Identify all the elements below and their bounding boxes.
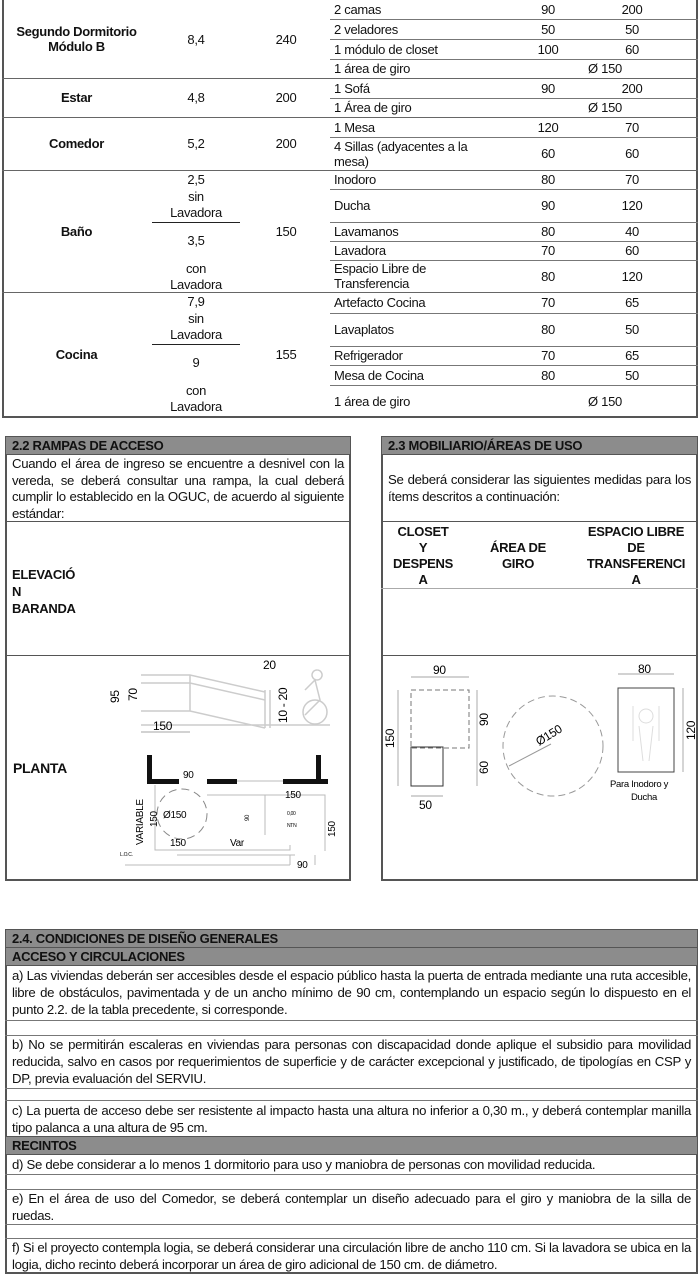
condition-d: d) Se debe considerar a lo menos 1 dormitorio para uso y maniobra de personas con movilidad reducida. [12,1157,596,1172]
dim-70: 70 [126,688,140,701]
item-dim-a: 60 [541,146,555,161]
item-dim-b: 60 [625,146,639,161]
item-dim-b: 60 [625,243,639,258]
condition-a: a) Las viviendas deberán ser accesibles desde el espacio público hasta la puerta de entrada mediante una ruta accesible, libre de obstáculos, pavimentada y de un ancho mínimo de 90 cm, contemplando un espacio según lo dispuesto en el punto 2.2. de la tabla precedente, si corresponde. [12,968,691,1017]
item-name: 1 módulo de closet [334,41,438,57]
svg-text:VARIABLE: VARIABLE [135,799,146,845]
svg-text:150: 150 [170,838,186,849]
svg-text:Ducha: Ducha [631,792,657,803]
condition-e: e) En el área de uso del Comedor, se deberá contemplar un diseño adecuado para el giro y maniobra de la silla de ruedas. [12,1191,691,1223]
svg-text:150: 150 [149,811,160,827]
dim-150: 150 [153,719,173,733]
ramp-plan-drawing [115,755,345,870]
item-dim-b: 65 [625,295,639,310]
svg-text:90: 90 [245,814,251,821]
svg-text:90: 90 [477,713,491,726]
item-dim-a: 70 [541,348,555,363]
item-name: Artefacto Cocina [334,295,426,310]
condition-b: b) No se permitirán escaleras en viviendas para personas con discapacidad donde aplique el subsidio para movilidad reducida, salvo en casos por requerimientos de superficie y de carácter excepcional y justificado, de tipologías en CSP y DP, previa evaluación del SERVIU. [12,1037,691,1086]
col-area-giro: ÁREA DE GIRO [490,540,546,571]
item-dim-a: 50 [541,21,555,37]
dim-10-20: 10 - 20 [276,687,290,723]
item-dim-a: 90 [541,2,555,17]
svg-text:Ø150: Ø150 [163,810,187,821]
item-name: 1 área de giro [334,393,411,409]
item-diameter: Ø 150 [588,61,622,76]
condition-f: f) Si el proyecto contempla logia, se deberá considerar una circulación libre de ancho 110 cm. Si la lavadora se ubica en la logia, dicho recinto deberá incorporar un área de giro adicional de 150 cm. de diámetro. [12,1240,691,1272]
svg-text:90: 90 [433,663,446,677]
ramp-elevation-drawing [105,655,345,740]
item-name: Lavadora [334,243,386,258]
item-name: Ducha [334,198,371,213]
svg-text:NTN: NTN [287,823,297,829]
room-area: 4,8 [187,90,205,105]
svg-text:150: 150 [383,728,397,748]
room-area-sin: 2,5 sin Lavadora [170,172,222,220]
condition-c: c) La puerta de acceso debe ser resistente al impacto hasta una altura no inferior a 0,30 m., y deberá contemplar manilla tipo palanca a una altura de 95 cm. [12,1103,691,1135]
room-width: 200 [275,136,297,151]
room-width: 240 [275,31,297,47]
room-area-sin: 7,9 sin Lavadora [170,294,222,342]
item-name: Inodoro [334,172,376,187]
item-dim-b: 40 [625,224,639,239]
item-name: Lavaplatos [334,322,394,337]
item-name: Espacio Libre de Transferencia [334,261,427,291]
conditions-title: 2.4. CONDICIONES DE DISEÑO GENERALES [5,929,698,948]
item-dim-a: 90 [541,198,555,213]
furniture-title: 2.3 MOBILIARIO/ÁREAS DE USO [381,436,698,455]
item-dim-b: 50 [625,367,639,383]
access-subtitle: ACCESO Y CIRCULACIONES [5,947,698,966]
svg-text:Para Inodoro y: Para Inodoro y [610,779,669,790]
item-dim-b: 200 [621,80,643,96]
item-dim-a: 120 [537,119,559,135]
col-closet: CLOSET Y DESPENS A [392,524,454,587]
item-name: 1 área de giro [334,61,411,76]
item-dim-b: 70 [625,119,639,135]
elevation-label: ELEVACIÓ N BARANDA [12,567,76,616]
item-dim-a: 100 [537,41,559,57]
item-dim-a: 70 [541,243,555,258]
svg-text:90: 90 [183,770,194,781]
room-area-con: 3,5 [187,233,205,248]
room-width: 150 [275,223,297,239]
col-espacio-libre: ESPACIO LIBRE DE TRANSFERENCI A [586,524,686,587]
item-dim-b: 70 [625,172,639,187]
room-area: 8,4 [187,31,205,47]
item-dim-b: 65 [625,348,639,363]
item-dim-b: 50 [625,21,639,37]
item-diameter: Ø 150 [588,100,622,115]
planta-label: PLANTA [13,760,67,776]
item-dim-a: 80 [541,224,555,239]
item-dim-b: 60 [625,41,639,57]
svg-text:90: 90 [297,860,308,870]
ramps-text: Cuando el área de ingreso se encuentre a desnivel con la vereda, se deberá consultar una rampa, la cual deberá cumplir lo establecido en la OGUC, de acuerdo al siguiente estándar: [12,456,344,521]
room-width: 200 [275,90,297,105]
item-dim-b: 200 [621,2,643,17]
item-name: Mesa de Cocina [334,367,424,383]
room-name: Baño [60,223,93,239]
room-width: 155 [275,347,297,362]
dim-95: 95 [108,690,122,703]
svg-text:L.O.C.: L.O.C. [120,852,133,858]
item-dim-b: 50 [625,322,639,337]
item-dim-a: 80 [541,268,555,284]
item-name: 1 Mesa [334,119,375,135]
recintos-subtitle: RECINTOS [5,1136,698,1155]
svg-text:120: 120 [684,720,698,740]
item-name: Lavamanos [334,224,399,239]
item-name: Refrigerador [334,348,403,363]
item-name: 1 Sofá [334,80,370,96]
room-area-con-label: con Lavadora [170,261,222,292]
item-dim-a: 90 [541,80,555,96]
svg-text:50: 50 [419,798,432,811]
item-dim-a: 70 [541,295,555,310]
svg-text:0,00: 0,00 [287,811,296,817]
item-dim-b: 120 [621,198,643,213]
room-area-con-label: con Lavadora [170,383,222,414]
ramps-title: 2.2 RAMPAS DE ACCESO [5,436,351,455]
item-dim-a: 80 [541,322,555,337]
room-name: Comedor [49,136,104,151]
svg-text:Ø150: Ø150 [533,721,565,749]
svg-text:80: 80 [638,662,651,676]
room-area: 5,2 [187,136,205,151]
item-dim-b: 120 [621,268,643,284]
room-name: Estar [60,90,93,105]
item-name: 2 veladores [334,21,398,37]
room-name: Segundo Dormitorio Módulo B [16,24,137,54]
item-diameter: Ø 150 [588,393,622,409]
room-area-con: 9 [192,355,200,370]
item-dim-a: 80 [541,367,555,383]
item-dim-a: 80 [541,172,555,187]
svg-text:60: 60 [477,761,491,774]
dim-20: 20 [263,658,276,672]
furniture-drawings [381,656,698,811]
svg-text:150: 150 [285,790,301,801]
svg-text:150: 150 [327,821,338,837]
room-name: Cocina [55,347,98,362]
furniture-text: Se deberá considerar las siguientes medidas para los ítems descritos a continuación: [388,472,691,504]
item-name: 2 camas [334,2,382,17]
item-name: 4 Sillas (adyacentes a la mesa) [334,138,468,169]
svg-text:Var: Var [230,838,244,849]
item-name: 1 Área de giro [334,100,412,115]
